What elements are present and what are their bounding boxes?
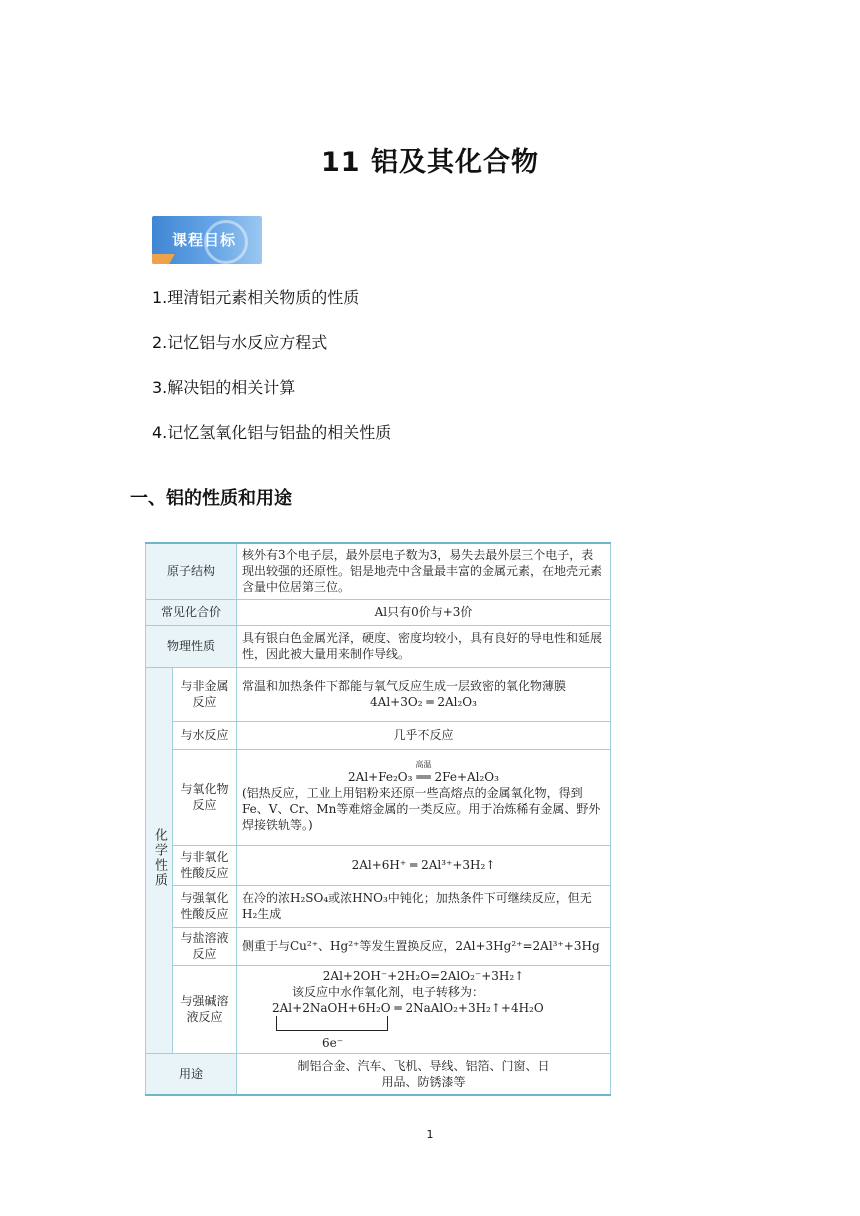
row-content: 制铝合金、汽车、飞机、导线、铝箔、门窗、日用品、防锈漆等	[237, 1053, 611, 1095]
goal-item: 3.解决铝的相关计算	[152, 378, 296, 397]
table-row	[146, 599, 611, 625]
page-title: 11 铝及其化合物	[321, 147, 539, 178]
aluminum-properties-table	[145, 542, 611, 1096]
row-label: 与氧化物反应	[173, 749, 237, 845]
row-label: 物理性质	[146, 625, 237, 667]
row-label: 与强氧化性酸反应	[173, 885, 237, 927]
electron-count: 6e⁻	[322, 1035, 344, 1050]
chemical-properties-label: 化学性质	[146, 667, 173, 1053]
table-row	[146, 1053, 611, 1095]
row-label: 与非金属反应	[173, 667, 237, 721]
section-heading: 一、铝的性质和用途	[130, 488, 292, 509]
table-row	[146, 625, 611, 667]
table-row	[146, 965, 611, 1053]
row-content: 在冷的浓H₂SO₄或浓HNO₃中钝化；加热条件下可继续反应，但无H₂生成	[237, 885, 611, 927]
row-content: 常温和加热条件下都能与氧气反应生成一层致密的氧化物薄膜 4Al+3O₂ ═ 2Al₂O₃	[237, 667, 611, 721]
table-row	[146, 543, 611, 599]
row-label: 与非氧化性酸反应	[173, 845, 237, 885]
table-row	[146, 749, 611, 845]
goal-item: 2.记忆铝与水反应方程式	[152, 333, 328, 352]
electron-transfer-bracket	[276, 1016, 388, 1031]
goals-list	[152, 286, 391, 466]
table-row	[146, 667, 611, 721]
row-label: 用途	[146, 1053, 237, 1095]
goal-item: 1.理清铝元素相关物质的性质	[152, 288, 360, 307]
badge-label: 课程目标	[172, 231, 237, 249]
table-row	[146, 721, 611, 749]
goal-item: 4.记忆氢氧化铝与铝盐的相关性质	[152, 423, 392, 442]
table-row	[146, 927, 611, 965]
row-label: 与强碱溶液反应	[173, 965, 237, 1053]
row-content: Al只有0价与+3价	[237, 599, 611, 625]
page-number: 1	[426, 1128, 434, 1141]
row-label: 与水反应	[173, 721, 237, 749]
reaction-condition: 高温	[415, 760, 432, 769]
row-content: 2Al+6H⁺ ═ 2Al³⁺+3H₂↑	[237, 845, 611, 885]
row-content: 侧重于与Cu²⁺、Hg²⁺等发生置换反应，2Al+3Hg²⁺=2Al³⁺+3Hg	[237, 927, 611, 965]
table-row	[146, 845, 611, 885]
row-content: 具有银白色金属光泽，硬度、密度均较小，具有良好的导电性和延展性，因此被大量用来制作导线。	[237, 625, 611, 667]
row-content: 2Al+2OH⁻+2H₂O=2AlO₂⁻+3H₂↑ 该反应中水作氧化剂，电子转移为： 2Al+2NaOH+6H₂O ═ 2NaAlO₂+3H₂↑+4H₂O 6e⁻	[237, 965, 611, 1053]
table-row	[146, 885, 611, 927]
row-content: 高温 2Al+Fe₂O₃ ══ 2Fe+Al₂O₃ (铝热反应，工业上用铝粉来还原一些高熔点的金属氧化物，得到Fe、V、Cr、Mn等难熔金属的一类反应。用于冶炼稀有金属、野外焊接铁轨等。)	[237, 749, 611, 845]
row-content: 几乎不反应	[237, 721, 611, 749]
course-goals-badge	[152, 216, 262, 264]
row-content: 核外有3个电子层，最外层电子数为3，易失去最外层三个电子，表现出较强的还原性。铝是地壳中含量最丰富的金属元素，在地壳元素含量中位居第三位。	[237, 543, 611, 599]
row-label: 与盐溶液反应	[173, 927, 237, 965]
row-label: 常见化合价	[146, 599, 237, 625]
row-label: 原子结构	[146, 543, 237, 599]
badge-stripe-decoration	[152, 254, 175, 264]
